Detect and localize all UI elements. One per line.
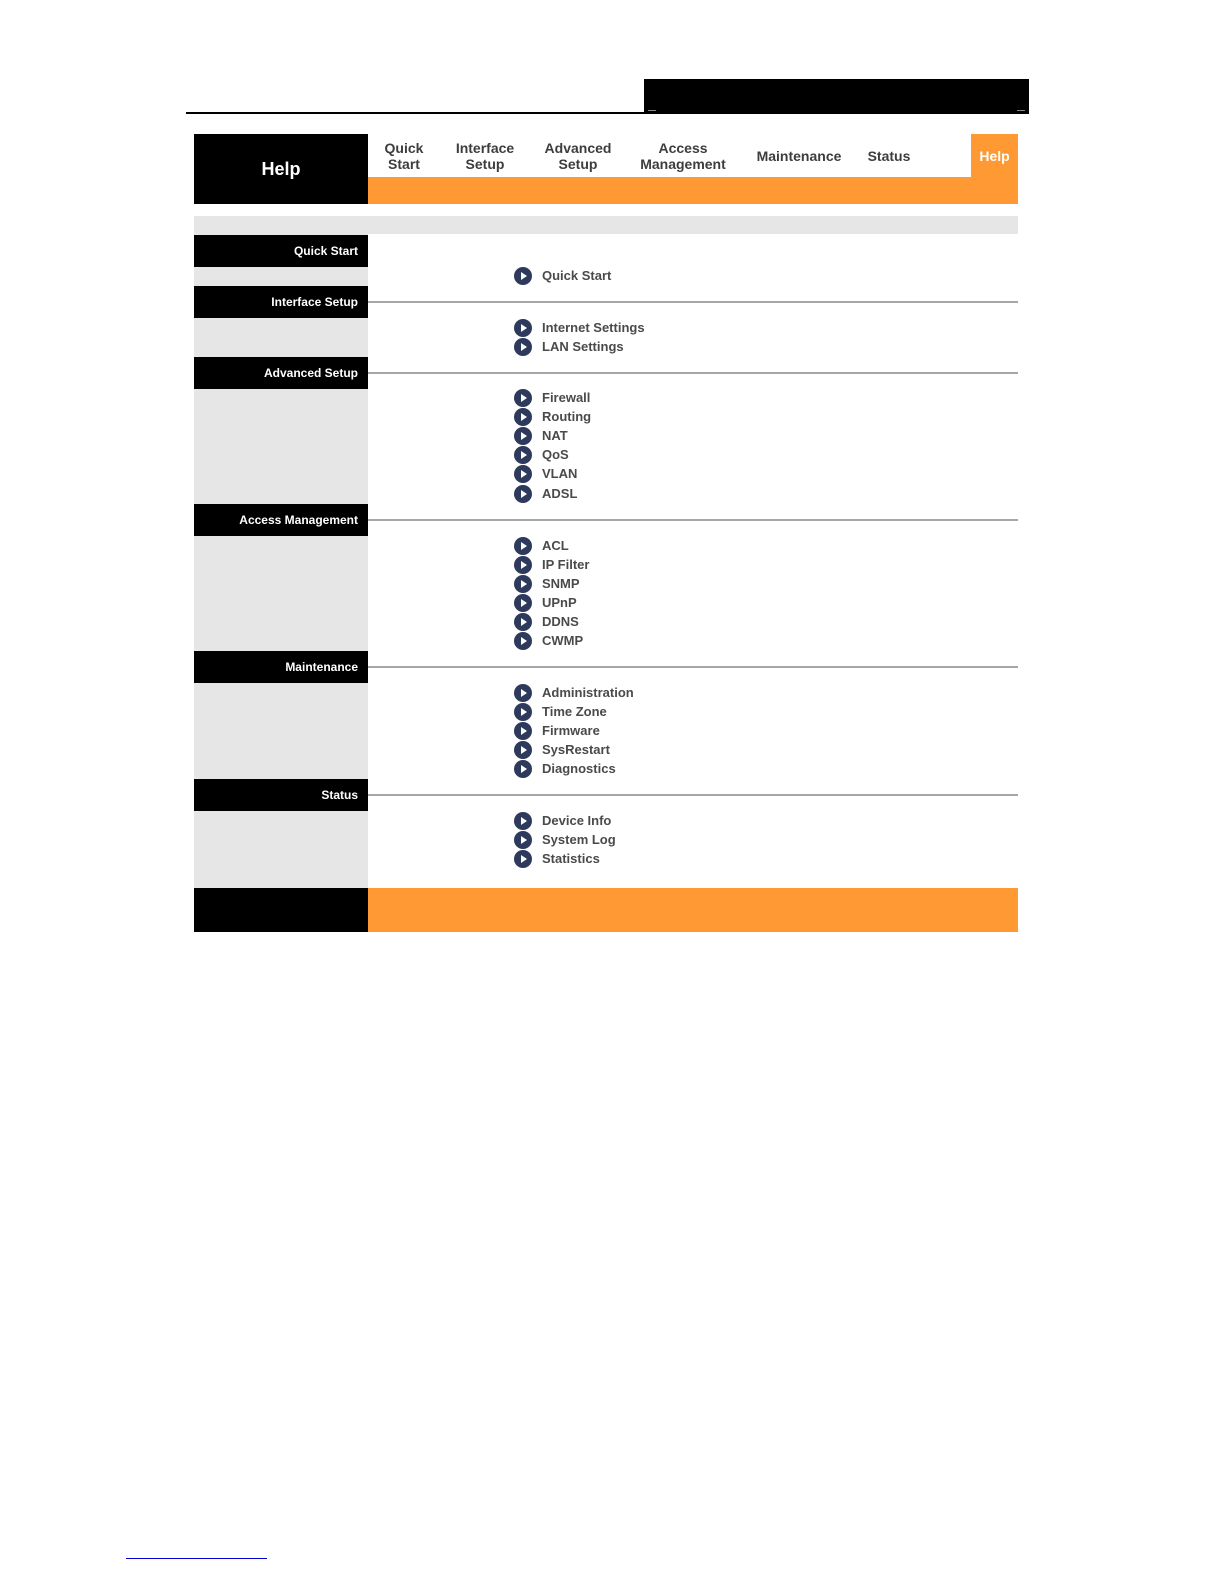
tab-label: Quick	[384, 139, 424, 156]
link-label: Statistics	[542, 851, 600, 866]
link-upnp[interactable]	[514, 593, 577, 612]
link-acl[interactable]	[514, 536, 569, 555]
link-statistics[interactable]	[514, 849, 600, 868]
link-label: VLAN	[542, 466, 578, 481]
circle-arrow-right-icon	[514, 850, 532, 868]
router-help-page	[194, 134, 1018, 932]
circle-arrow-right-icon	[514, 831, 532, 849]
tab-access-management[interactable]	[626, 134, 740, 177]
circle-arrow-right-icon	[514, 485, 532, 503]
section-label-access-management: Access Management	[194, 504, 368, 536]
circle-arrow-right-icon	[514, 319, 532, 337]
link-label: Time Zone	[542, 704, 607, 719]
circle-arrow-right-icon	[514, 338, 532, 356]
section-label-advanced-setup: Advanced Setup	[194, 357, 368, 389]
link-label: SysRestart	[542, 742, 610, 757]
circle-arrow-right-icon	[514, 408, 532, 426]
circle-arrow-right-icon	[514, 556, 532, 574]
tab-label: Access	[658, 139, 708, 156]
link-label: DDNS	[542, 614, 579, 629]
link-firewall[interactable]	[514, 388, 590, 407]
link-snmp[interactable]	[514, 574, 580, 593]
tab-label: Management	[640, 155, 726, 172]
tab-quick-start[interactable]	[368, 134, 440, 177]
link-label: NAT	[542, 428, 568, 443]
link-label: Device Info	[542, 813, 612, 828]
link-ip-filter[interactable]	[514, 555, 589, 574]
tab-label: Setup	[465, 155, 505, 172]
link-label: IP Filter	[542, 557, 590, 572]
top-navigation	[368, 134, 1018, 177]
circle-arrow-right-icon	[514, 427, 532, 445]
section-label-maintenance: Maintenance	[194, 651, 368, 683]
circle-arrow-right-icon	[514, 613, 532, 631]
link-label: Diagnostics	[542, 761, 616, 776]
link-nat[interactable]	[514, 426, 568, 445]
tab-label: Advanced	[544, 139, 612, 156]
circle-arrow-right-icon	[514, 741, 532, 759]
link-label: System Log	[542, 832, 616, 847]
tab-help[interactable]	[971, 134, 1018, 177]
link-label: Firmware	[542, 723, 600, 738]
link-label: Quick Start	[542, 268, 612, 283]
link-label: Routing	[542, 409, 592, 424]
link-device-info[interactable]	[514, 811, 611, 830]
circle-arrow-right-icon	[514, 446, 532, 464]
tab-interface-setup[interactable]	[440, 134, 530, 177]
link-label: ADSL	[542, 486, 578, 501]
link-lan-settings[interactable]	[514, 337, 624, 356]
link-label: LAN Settings	[542, 339, 624, 354]
link-label: UPnP	[542, 595, 577, 610]
circle-arrow-right-icon	[514, 632, 532, 650]
footnote-link-underline	[126, 1558, 267, 1559]
nav-underline-strip	[368, 177, 1018, 204]
tab-label: Maintenance	[756, 147, 842, 164]
tab-label: Setup	[558, 155, 598, 172]
link-administration[interactable]	[514, 683, 634, 702]
link-label: SNMP	[542, 576, 580, 591]
tab-maintenance[interactable]	[744, 134, 854, 177]
link-firmware[interactable]	[514, 721, 600, 740]
link-label: CWMP	[542, 633, 584, 648]
content-top-strip	[194, 216, 1018, 234]
circle-arrow-right-icon	[514, 267, 532, 285]
link-cwmp[interactable]	[514, 631, 583, 650]
link-diagnostics[interactable]	[514, 759, 616, 778]
circle-arrow-right-icon	[514, 575, 532, 593]
section-divider	[368, 519, 1018, 521]
section-divider	[368, 372, 1018, 374]
circle-arrow-right-icon	[514, 760, 532, 778]
circle-arrow-right-icon	[514, 537, 532, 555]
circle-arrow-right-icon	[514, 465, 532, 483]
link-qos[interactable]	[514, 445, 569, 464]
circle-arrow-right-icon	[514, 594, 532, 612]
header-tick-left	[648, 110, 656, 111]
link-label: QoS	[542, 447, 569, 462]
section-divider	[368, 666, 1018, 668]
section-label-quick-start: Quick Start	[194, 235, 368, 267]
link-sysrestart[interactable]	[514, 740, 610, 759]
link-vlan[interactable]	[514, 464, 577, 483]
circle-arrow-right-icon	[514, 703, 532, 721]
tab-advanced-setup[interactable]	[530, 134, 626, 177]
tab-label: Status	[867, 147, 911, 164]
link-internet-settings[interactable]	[514, 318, 645, 337]
circle-arrow-right-icon	[514, 389, 532, 407]
link-adsl[interactable]	[514, 484, 577, 503]
circle-arrow-right-icon	[514, 684, 532, 702]
section-divider	[368, 301, 1018, 303]
section-label-status: Status	[194, 779, 368, 811]
link-label: ACL	[542, 538, 569, 553]
tab-label: Interface	[455, 139, 515, 156]
section-label-interface-setup: Interface Setup	[194, 286, 368, 318]
tab-label: Help	[979, 147, 1010, 164]
link-ddns[interactable]	[514, 612, 579, 631]
header-tick-right	[1017, 110, 1025, 111]
circle-arrow-right-icon	[514, 722, 532, 740]
link-routing[interactable]	[514, 407, 591, 426]
link-time-zone[interactable]	[514, 702, 607, 721]
circle-arrow-right-icon	[514, 812, 532, 830]
footer-bar	[368, 888, 1018, 932]
footer-left-block	[194, 888, 368, 932]
document-header-bar	[644, 79, 1029, 113]
link-label: Administration	[542, 685, 634, 700]
link-label: Firewall	[542, 390, 591, 405]
section-divider	[368, 794, 1018, 796]
link-quick-start[interactable]	[514, 266, 611, 285]
link-system-log[interactable]	[514, 830, 616, 849]
tab-status[interactable]	[854, 134, 924, 177]
document-header-rule	[186, 112, 1029, 114]
tab-label: Start	[388, 155, 420, 172]
page-title: Help	[194, 134, 368, 204]
link-label: Internet Settings	[542, 320, 645, 335]
